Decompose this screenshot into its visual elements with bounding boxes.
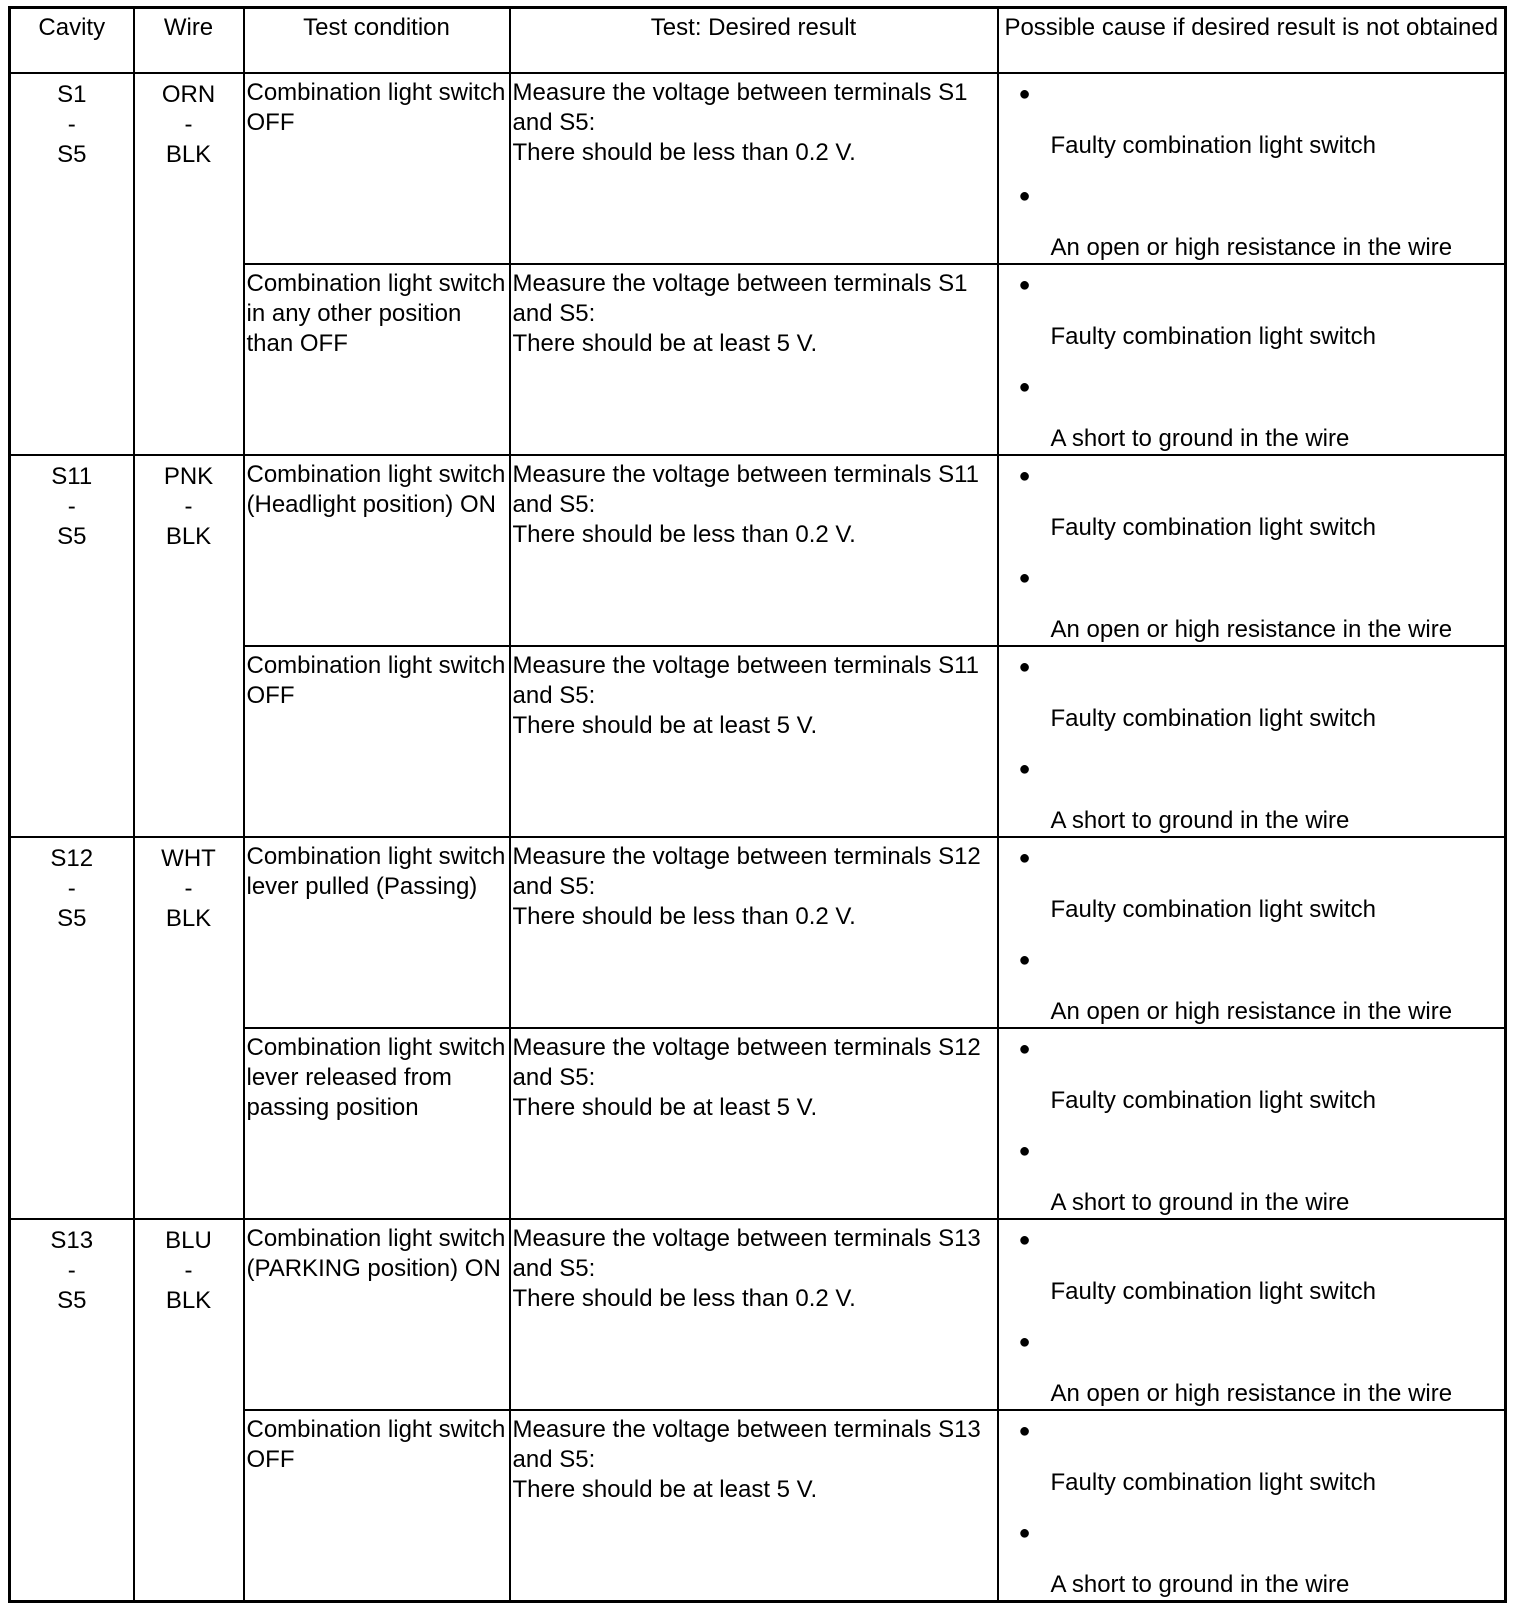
cause-text: A short to ground in the wire [1050, 1571, 1350, 1598]
bullet-icon: ● [1018, 949, 1031, 971]
header-desired-result: Test: Desired result [510, 8, 998, 74]
cause-text: Faulty combination light switch [1050, 1087, 1376, 1114]
test-condition-cell: Combination light switch lever released from passing position [244, 1028, 510, 1219]
test-condition-cell: Combination light switch OFF [244, 73, 510, 264]
bullet-icon: ● [1018, 376, 1031, 398]
test-condition-cell: Combination light switch lever pulled (Passing) [244, 837, 510, 1028]
wiring-test-table [8, 6, 1507, 1603]
cause-text: A short to ground in the wire [1050, 807, 1350, 834]
cavity-cell: S12 - S5 [10, 837, 134, 1219]
cause-text: An open or high resistance in the wire [1050, 616, 1453, 643]
bullet-icon: ● [1018, 83, 1031, 105]
header-test-condition: Test condition [244, 8, 510, 74]
possible-cause-cell [998, 455, 1506, 646]
test-condition-cell: Combination light switch OFF [244, 646, 510, 837]
bullet-icon: ● [1018, 656, 1031, 678]
cause-text: An open or high resistance in the wire [1050, 234, 1453, 261]
possible-cause-cell [998, 73, 1506, 264]
cavity-cell: S13 - S5 [10, 1219, 134, 1602]
wire-cell: BLU - BLK [134, 1219, 244, 1602]
table-row [10, 455, 1506, 646]
header-wire: Wire [134, 8, 244, 74]
test-condition-cell: Combination light switch (PARKING position) ON [244, 1219, 510, 1410]
bullet-icon: ● [1018, 847, 1031, 869]
cause-text: A short to ground in the wire [1050, 425, 1350, 452]
cause-text: Faulty combination light switch [1050, 1278, 1376, 1305]
bullet-icon: ● [1018, 465, 1031, 487]
wire-cell: PNK - BLK [134, 455, 244, 837]
header-possible-cause: Possible cause if desired result is not obtained [998, 8, 1506, 74]
bullet-icon: ● [1018, 274, 1031, 296]
cause-text: Faulty combination light switch [1050, 896, 1376, 923]
bullet-icon: ● [1018, 1522, 1031, 1544]
test-condition-cell: Combination light switch OFF [244, 1410, 510, 1602]
cavity-cell: S11 - S5 [10, 455, 134, 837]
possible-cause-cell [998, 1219, 1506, 1410]
bullet-icon: ● [1018, 1420, 1031, 1442]
bullet-icon: ● [1018, 185, 1031, 207]
desired-result-cell: Measure the voltage between terminals S12 and S5: There should be less than 0.2 V. [510, 837, 998, 1028]
bullet-icon: ● [1018, 758, 1031, 780]
bullet-icon: ● [1018, 567, 1031, 589]
header-cavity: Cavity [10, 8, 134, 74]
table-row [10, 1219, 1506, 1410]
bullet-icon: ● [1018, 1331, 1031, 1353]
cause-text: Faulty combination light switch [1050, 132, 1376, 159]
bullet-icon: ● [1018, 1038, 1031, 1060]
possible-cause-cell [998, 264, 1506, 455]
cause-text: An open or high resistance in the wire [1050, 998, 1453, 1025]
possible-cause-cell [998, 1410, 1506, 1602]
cause-text: Faulty combination light switch [1050, 1469, 1376, 1496]
bullet-icon: ● [1018, 1140, 1031, 1162]
desired-result-cell: Measure the voltage between terminals S1 and S5: There should be less than 0.2 V. [510, 73, 998, 264]
cause-text: A short to ground in the wire [1050, 1189, 1350, 1216]
desired-result-cell: Measure the voltage between terminals S12 and S5: There should be at least 5 V. [510, 1028, 998, 1219]
desired-result-cell: Measure the voltage between terminals S11 and S5: There should be at least 5 V. [510, 646, 998, 837]
desired-result-cell: Measure the voltage between terminals S13 and S5: There should be less than 0.2 V. [510, 1219, 998, 1410]
wire-cell: ORN - BLK [134, 73, 244, 455]
cause-text: Faulty combination light switch [1050, 323, 1376, 350]
desired-result-cell: Measure the voltage between terminals S11 and S5: There should be less than 0.2 V. [510, 455, 998, 646]
cause-text: Faulty combination light switch [1050, 705, 1376, 732]
cause-text: An open or high resistance in the wire [1050, 1380, 1453, 1407]
header-row [10, 8, 1506, 74]
possible-cause-cell [998, 837, 1506, 1028]
bullet-icon: ● [1018, 1229, 1031, 1251]
table-row [10, 837, 1506, 1028]
possible-cause-cell [998, 646, 1506, 837]
cavity-cell: S1 - S5 [10, 73, 134, 455]
desired-result-cell: Measure the voltage between terminals S13 and S5: There should be at least 5 V. [510, 1410, 998, 1602]
desired-result-cell: Measure the voltage between terminals S1 and S5: There should be at least 5 V. [510, 264, 998, 455]
wire-cell: WHT - BLK [134, 837, 244, 1219]
table-row [10, 73, 1506, 264]
cause-text: Faulty combination light switch [1050, 514, 1376, 541]
test-condition-cell: Combination light switch in any other position than OFF [244, 264, 510, 455]
test-condition-cell: Combination light switch (Headlight position) ON [244, 455, 510, 646]
possible-cause-cell [998, 1028, 1506, 1219]
